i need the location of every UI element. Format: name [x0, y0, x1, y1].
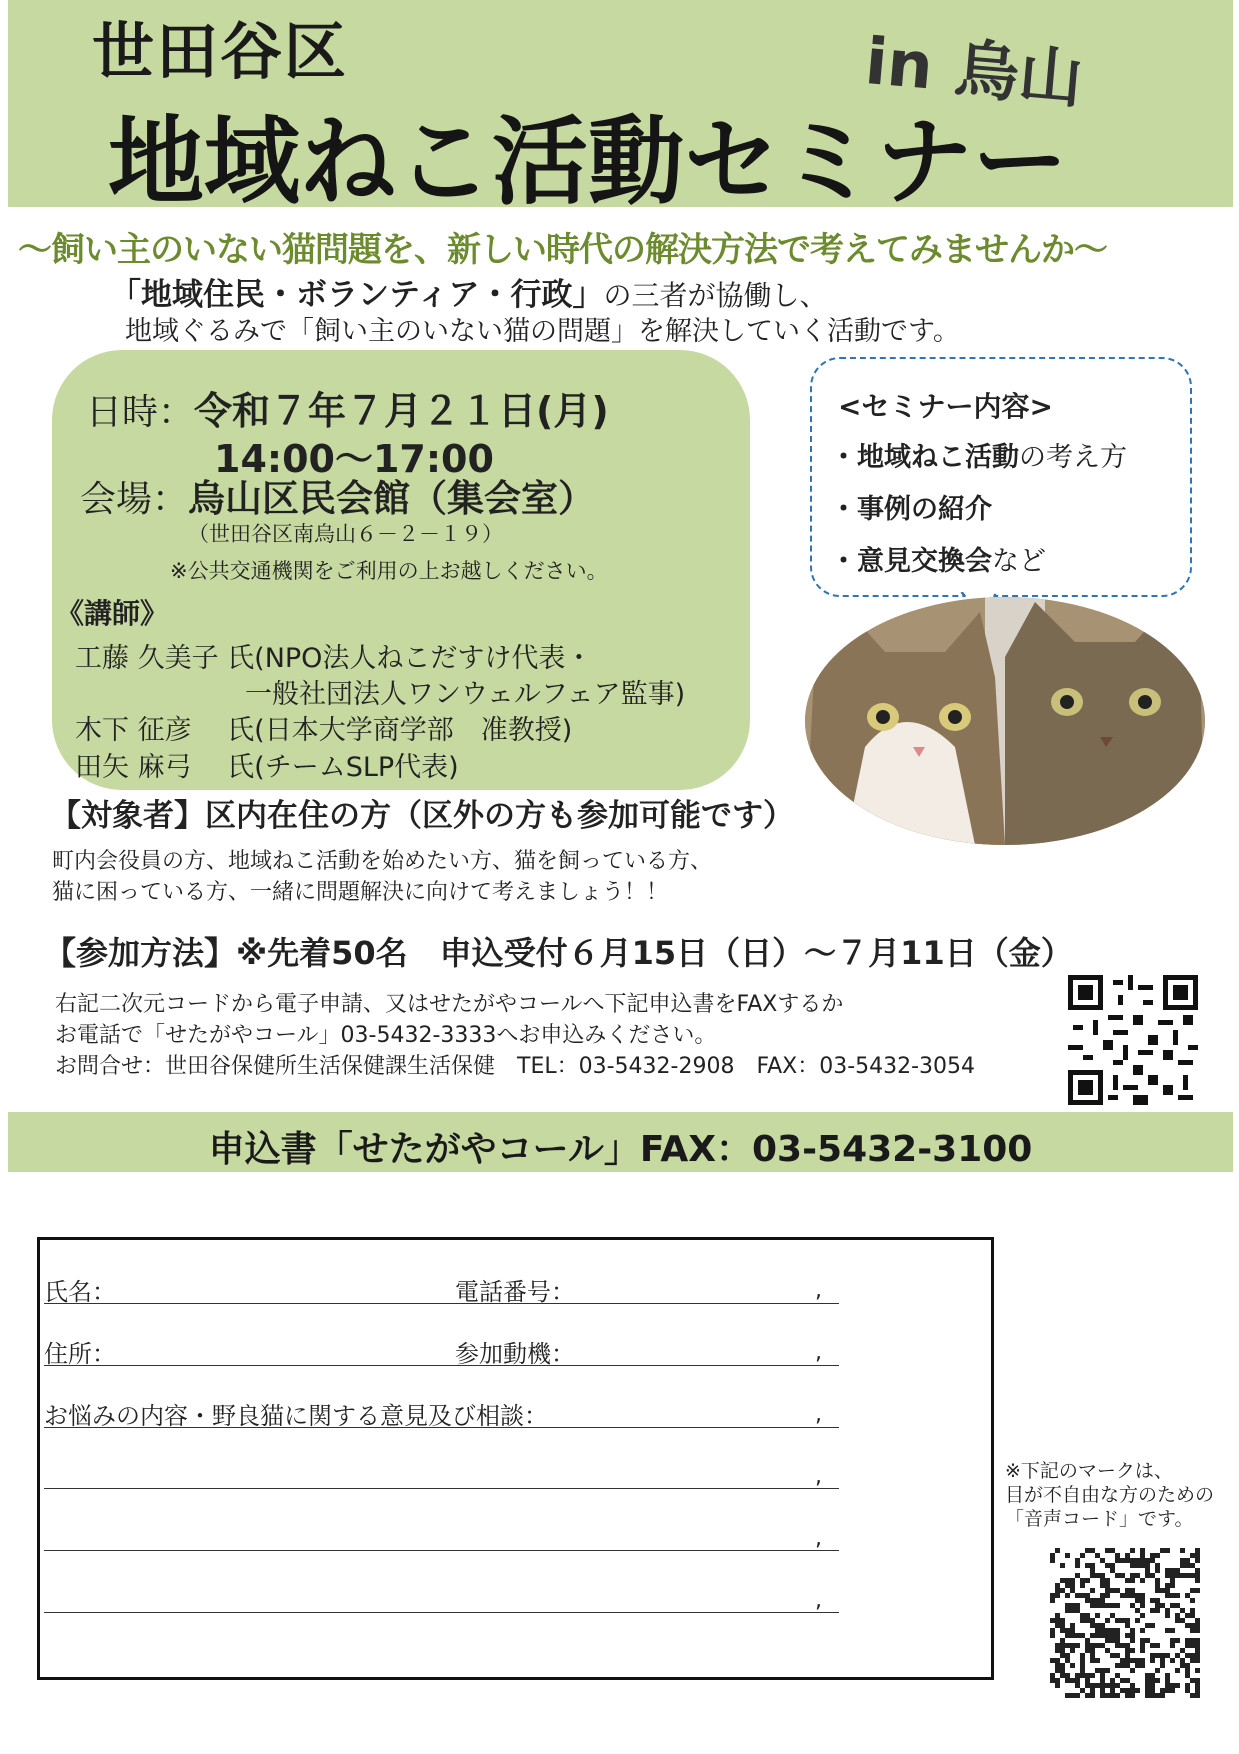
intro-line-1 — [110, 269, 828, 314]
fax-band — [8, 1112, 1233, 1172]
page-title: 地域ねこ活動セミナー — [108, 106, 1068, 218]
voice-code-icon — [1050, 1548, 1200, 1698]
lecturer-1: 工藤 久美子 氏(NPO法人ねこだすけ代表・ — [75, 643, 593, 674]
location-tag: in 烏山 — [862, 24, 1086, 118]
phone-label: 電話番号： — [455, 1278, 575, 1306]
seminar-item-3 — [830, 539, 1046, 578]
voice-note-2: 目が不自由な方のための — [1005, 1484, 1215, 1506]
lecturer-1-cont: 一般社団法人ワンウェルフェア監事) — [245, 679, 686, 710]
name-phone-line[interactable] — [44, 1303, 839, 1304]
target-desc-1: 町内会役員の方、地域ねこ活動を始めたい方、猫を飼っている方、 — [52, 849, 713, 874]
apply-desc-1: 右記二次元コードから電子申請、又はせたがやコールへ下記申込書をFAXするか — [55, 992, 844, 1017]
line-mark: , — [815, 1340, 822, 1365]
voice-note-3: 「音声コード」です。 — [1005, 1508, 1194, 1530]
lecturer-3: 田矢 麻弓 氏(チームSLP代表) — [75, 752, 459, 783]
name-label: 氏名： — [44, 1278, 116, 1306]
item-1-bold: ・地域ねこ活動 — [830, 442, 1019, 473]
apply-desc-2: お電話で「せたがやコール」03-5432-3333へお申込みください。 — [55, 1023, 717, 1048]
date-label: 日時： — [86, 392, 195, 433]
event-venue — [80, 468, 595, 522]
subtitle: ～飼い主のいない猫問題を、新しい時代の解決方法で考えてみませんか～ — [18, 230, 1107, 270]
item-3-bold: ・意見交換会 — [830, 546, 992, 577]
event-date — [86, 380, 609, 435]
lecturer-2: 木下 征彦 氏(日本大学商学部 准教授) — [75, 715, 573, 746]
seminar-item-2 — [830, 487, 992, 526]
contact-info: お問合せ：世田谷保健所生活保健課生活保健 TEL：03-5432-2908 FAX：03-5432-3054 — [55, 1054, 976, 1079]
intro-rest: の三者が協働し、 — [603, 279, 828, 312]
line-mark: , — [815, 1402, 822, 1427]
line-mark: , — [815, 1278, 822, 1303]
concerns-line-4[interactable] — [44, 1612, 839, 1613]
date-value: 令和７年７月２１日(月) — [194, 389, 609, 433]
application-qr-code[interactable] — [1068, 975, 1198, 1105]
intro-bold: 「地域住民・ボランティア・行政」 — [110, 277, 604, 313]
concerns-line-2[interactable] — [44, 1488, 839, 1489]
target-heading: 【対象者】区内在住の方（区外の方も参加可能です） — [50, 798, 794, 834]
item-1-rest: の考え方 — [1019, 442, 1127, 473]
address-label: 住所： — [44, 1340, 116, 1368]
fax-number: 申込書「せたがやコール」FAX：03-5432-3100 — [208, 1129, 1033, 1170]
seminar-heading: <セミナー内容> — [838, 390, 1053, 423]
cats-photo — [805, 597, 1205, 845]
concerns-line-3[interactable] — [44, 1550, 839, 1551]
voice-note-1: ※下記のマークは、 — [1005, 1460, 1173, 1482]
line-mark: , — [815, 1526, 822, 1551]
intro-line-2: 地域ぐるみで「飼い主のいない猫の問題」を解決していく活動です。 — [125, 316, 960, 347]
item-2-bold: ・事例の紹介 — [830, 494, 992, 525]
event-time: 14:00～17:00 — [214, 437, 494, 481]
lecturers-heading: 《講師》 — [56, 597, 169, 630]
concerns-label: お悩みの内容・野良猫に関する意見及び相談： — [44, 1402, 548, 1430]
motive-label: 参加動機： — [455, 1340, 575, 1368]
address-motive-line[interactable] — [44, 1365, 839, 1366]
line-mark: , — [815, 1464, 822, 1489]
ward-name: 世田谷区 — [92, 15, 349, 88]
concerns-line-1[interactable] — [44, 1427, 839, 1428]
apply-heading: 【参加方法】※先着50名 申込受付６月15日（日）～７月11日（金） — [44, 934, 1073, 972]
target-desc-2: 猫に困っている方、一緒に問題解決に向けて考えましょう！！ — [52, 880, 669, 905]
item-3-rest: など — [992, 546, 1046, 577]
seminar-item-1 — [830, 435, 1127, 474]
venue-value: 烏山区民会館（集会室） — [188, 477, 596, 520]
transit-note: ※公共交通機関をご利用の上お越しください。 — [170, 559, 608, 583]
line-mark: , — [815, 1588, 822, 1613]
venue-address: （世田谷区南烏山６－２－１９） — [188, 522, 503, 546]
venue-label: 会場： — [80, 479, 189, 520]
